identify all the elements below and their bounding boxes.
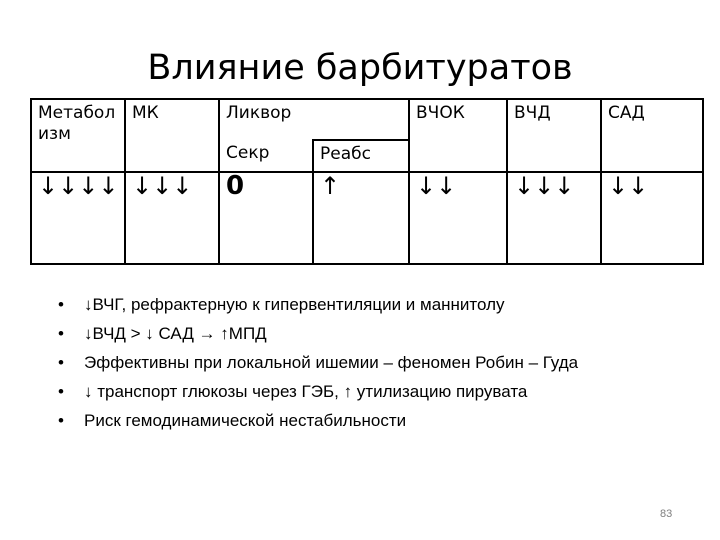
value-metabolism: ↓↓↓↓	[31, 172, 125, 264]
header-sad: САД	[601, 99, 703, 172]
header-secretion: Секр	[219, 140, 313, 172]
header-mk: МК	[125, 99, 219, 172]
value-vchok: ↓↓	[409, 172, 507, 264]
value-vchd: ↓↓↓	[507, 172, 601, 264]
bullet-list	[58, 290, 578, 435]
bullet-text: Эффективны при локальной ишемии – феномен Робин – Гуда	[84, 353, 579, 372]
bullet-marker: •	[58, 324, 64, 343]
header-vchd: ВЧД	[507, 99, 601, 172]
value-secretion: 0	[219, 172, 313, 264]
value-mk: ↓↓↓	[125, 172, 219, 264]
bullet-marker: •	[58, 411, 64, 430]
header-metabolism: Метабол изм	[31, 99, 125, 172]
header-reabsorption: Реабс	[313, 140, 409, 172]
header-liquor: Ликвор	[219, 99, 409, 140]
list-item	[58, 348, 578, 377]
value-sad: ↓↓	[601, 172, 703, 264]
bullet-text: ↓ транспорт глюкозы через ГЭБ, ↑ утилизацию пирувата	[84, 382, 528, 401]
bullet-text: ↓ВЧГ, рефрактерную к гипервентиляции и маннитолу	[84, 295, 505, 314]
slide-title: Влияние барбитуратов	[147, 48, 573, 88]
list-item	[58, 319, 578, 348]
value-reabsorption: ↑	[313, 172, 409, 264]
bullet-marker: •	[58, 382, 64, 401]
list-item	[58, 377, 578, 406]
page-number: 83	[660, 508, 673, 520]
table-values-row	[31, 172, 703, 264]
list-item	[58, 406, 578, 435]
bullet-text: ↓ВЧД > ↓ САД → ↑МПД	[84, 324, 267, 343]
table-header-row	[31, 99, 703, 140]
header-vchok: ВЧОК	[409, 99, 507, 172]
list-item	[58, 290, 578, 319]
bullet-marker: •	[58, 353, 64, 372]
barbiturate-effects-table	[30, 98, 704, 265]
bullet-marker: •	[58, 295, 64, 314]
bullet-text: Риск гемодинамической нестабильности	[84, 411, 407, 430]
